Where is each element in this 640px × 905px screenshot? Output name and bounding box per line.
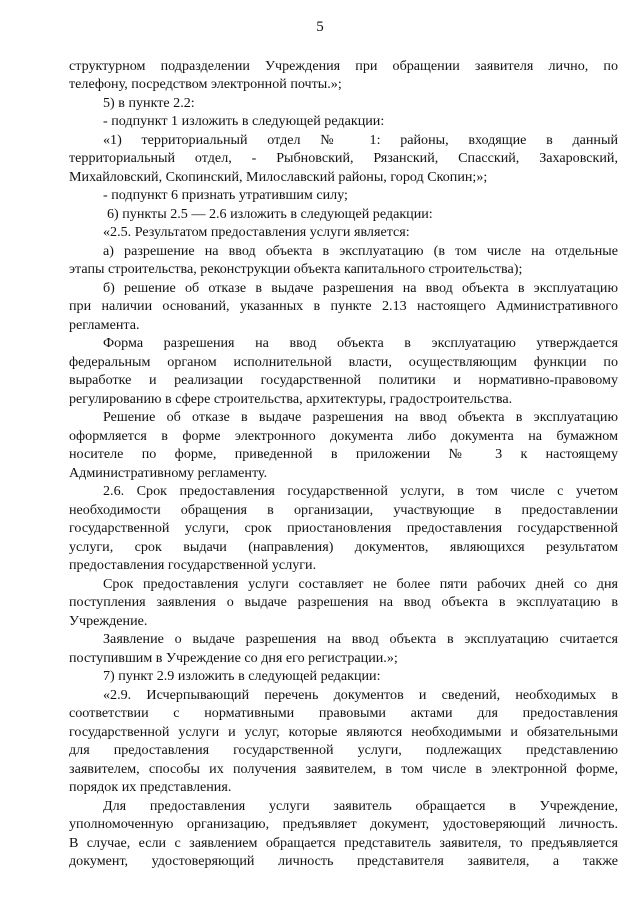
text-line: документ, удостоверяющий личность представителя заявителя, а также [69,853,618,869]
text-line: - подпункт 6 признать утратившим силу; [103,187,348,203]
text-line: «2.5. Результатом предоставления услуги является: [103,224,410,240]
text-line: носителе по форме, приведенной в приложении № 3 к настоящему [69,446,618,462]
text-line: Административному регламенту. [69,465,268,481]
text-line: б) решение об отказе в выдаче разрешения на ввод объекта в эксплуатацию [103,280,618,296]
text-line: Срок предоставления услуги составляет не более пяти рабочих дней со дня [103,576,618,592]
text-line: а) разрешение на ввод объекта в эксплуатацию (в том числе на отдельные [103,243,618,259]
text-line: заявителем, способы их получения заявителем, в том числе в электронной форме, [69,761,618,777]
page-number: 5 [316,19,324,35]
text-line: поступившим в Учреждение со дня его регистрации.»; [69,650,398,666]
text-line: выработке и реализации государственной политики и нормативно-правовому [69,372,618,388]
text-line: предоставления государственной услуги. [69,557,317,573]
text-line: Решение об отказе в выдаче разрешения на ввод объекта в эксплуатацию [103,409,618,425]
text-line: - подпункт 1 изложить в следующей редакции: [103,113,385,129]
text-line: Заявление о выдаче разрешения на ввод объекта в эксплуатацию считается [103,631,618,647]
text-line: государственной услуги и услуг, которые являются необходимыми и обязательными [69,724,618,740]
text-line: уполномоченную организацию, предъявляет документ, удостоверяющий личность. [69,816,618,832]
text-line: при наличии оснований, указанных в пункте 2.13 настоящего Административного [69,298,618,314]
text-line: регулированию в сфере строительства, архитектуры, градостроительства. [69,391,513,407]
text-line: для предоставления государственной услуги, подлежащих представлению [69,742,618,758]
text-line: порядок их представления. [69,779,232,795]
text-line: Учреждение. [69,613,148,629]
text-line: 6) пункты 2.5 — 2.6 изложить в следующей редакции: [107,206,433,222]
text-line: соответствии с нормативными правовыми актами для предоставления [69,705,618,721]
text-line: государственной услуги, срок приостановления предоставления государственной [69,520,618,536]
text-line: этапы строительства, реконструкции объекта капитального строительства); [69,261,523,277]
text-line: территориальный отдел, - Рыбновский, Рязанский, Спасский, Захаровский, [69,150,618,166]
text-line: структурном подразделении Учреждения при обращении заявителя лично, по [69,58,618,74]
text-line: Для предоставления услуги заявитель обращается в Учреждение, [103,798,618,814]
text-line: Михайловский, Скопинский, Милославский районы, город Скопин;»; [69,169,488,185]
text-line: 2.6. Срок предоставления государственной услуги, в том числе с учетом [103,483,618,499]
text-line: 5) в пункте 2.2: [103,95,195,111]
text-line: федеральным органом исполнительной власти, осуществляющим функции по [69,354,618,370]
text-line: Форма разрешения на ввод объекта в эксплуатацию утверждается [103,335,618,351]
text-line: 7) пункт 2.9 изложить в следующей редакции: [103,668,381,684]
text-line: поступления заявления о выдаче разрешения на ввод объекта в эксплуатацию в [69,594,618,610]
text-line: «1) территориальный отдел № 1: районы, входящие в данный [103,132,618,148]
text-line: необходимости обращения в организации, участвующие в предоставлении [69,502,618,518]
text-line: телефону, посредством электронной почты.»; [69,76,342,92]
text-line: оформляется в форме электронного документа либо документа на бумажном [69,428,618,444]
text-line: В случае, если с заявлением обращается представитель заявителя, то предъявляется [69,835,618,851]
text-line: услуги, срок выдачи (направления) документов, являющихся результатом [69,539,618,555]
text-line: регламента. [69,317,140,333]
text-line: «2.9. Исчерпывающий перечень документов и сведений, необходимых в [103,687,618,703]
